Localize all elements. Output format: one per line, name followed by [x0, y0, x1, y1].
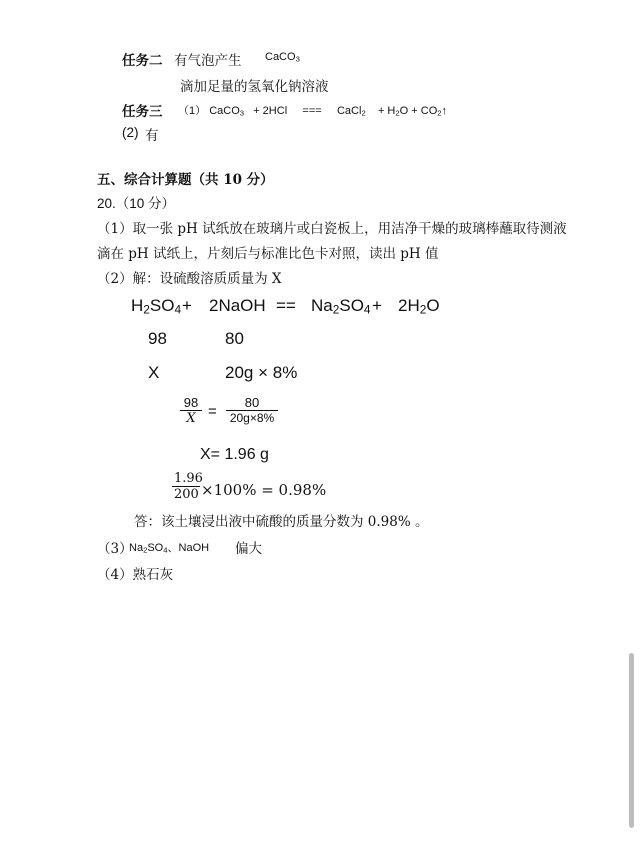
mass-base: 80: [225, 329, 244, 348]
equation-plus-1: +: [182, 296, 192, 315]
ratio-right-fraction: 80 20g×8%: [226, 395, 278, 425]
task3-q2-answer: 有: [145, 128, 159, 144]
final-answer: 答：该土壤浸出液中硫酸的质量分数为 0.98% 。: [134, 514, 429, 530]
task3-equation: （1） CaCO$_3$ + 2HCl === CaCl$_2$ + $H_2O$ + $CO_2↑$: [178, 105, 448, 118]
given-mass: 20g × 8%: [225, 363, 298, 382]
part1-line2: 滴在 pH 试纸上，片刻后与标准比色卡对照，读出 pH 值: [97, 246, 439, 262]
part4-answer: （4）熟石灰: [97, 567, 174, 583]
equation-reactant-base: 2NaOH: [209, 296, 266, 315]
task2-text: 有气泡产生: [174, 53, 242, 69]
section-heading: 五、综合计算题（共 10 分）: [97, 172, 274, 188]
ratio-left-fraction: 98 X: [180, 395, 202, 426]
unknown-x: X: [148, 363, 160, 382]
question-number: 20.（10 分）: [97, 196, 176, 211]
percent-result: ×100% = 0.98%: [201, 481, 327, 499]
equation-reactant-acid: $H_2SO_4$: [131, 296, 182, 317]
part1-line1: （1）取一张 pH 试纸放在玻璃片或白瓷板上，用洁净干燥的玻璃棒蘸取待测液: [97, 221, 567, 237]
equation-equals: ==: [276, 296, 296, 315]
equation-plus-2: +: [372, 296, 382, 315]
task3-label: 任务三: [122, 104, 163, 120]
ratio-equals: =: [208, 403, 217, 420]
part3-bias: 偏大: [235, 541, 262, 557]
task2-label: 任务二: [122, 53, 163, 69]
equation-product-salt: $Na_2SO_4$: [311, 296, 371, 317]
part2-intro: （2）解：设硫酸溶质质量为 X: [97, 271, 282, 287]
vertical-scrollbar[interactable]: [629, 653, 634, 828]
task2-line2: 滴加足量的氢氧化钠溶液: [180, 79, 329, 95]
result-x: X= 1.96 g: [200, 446, 269, 463]
percent-fraction: 1.96 200: [174, 471, 203, 502]
task3-q2-number: (2): [122, 125, 139, 140]
task2-formula: CaCO$_3$: [265, 51, 300, 64]
part3-number: （3）: [97, 541, 133, 557]
mass-acid: 98: [148, 329, 167, 348]
part3-salts: $Na_2SO_4$、NaOH: [129, 542, 210, 555]
equation-product-water: $2H_2O$: [398, 296, 440, 317]
